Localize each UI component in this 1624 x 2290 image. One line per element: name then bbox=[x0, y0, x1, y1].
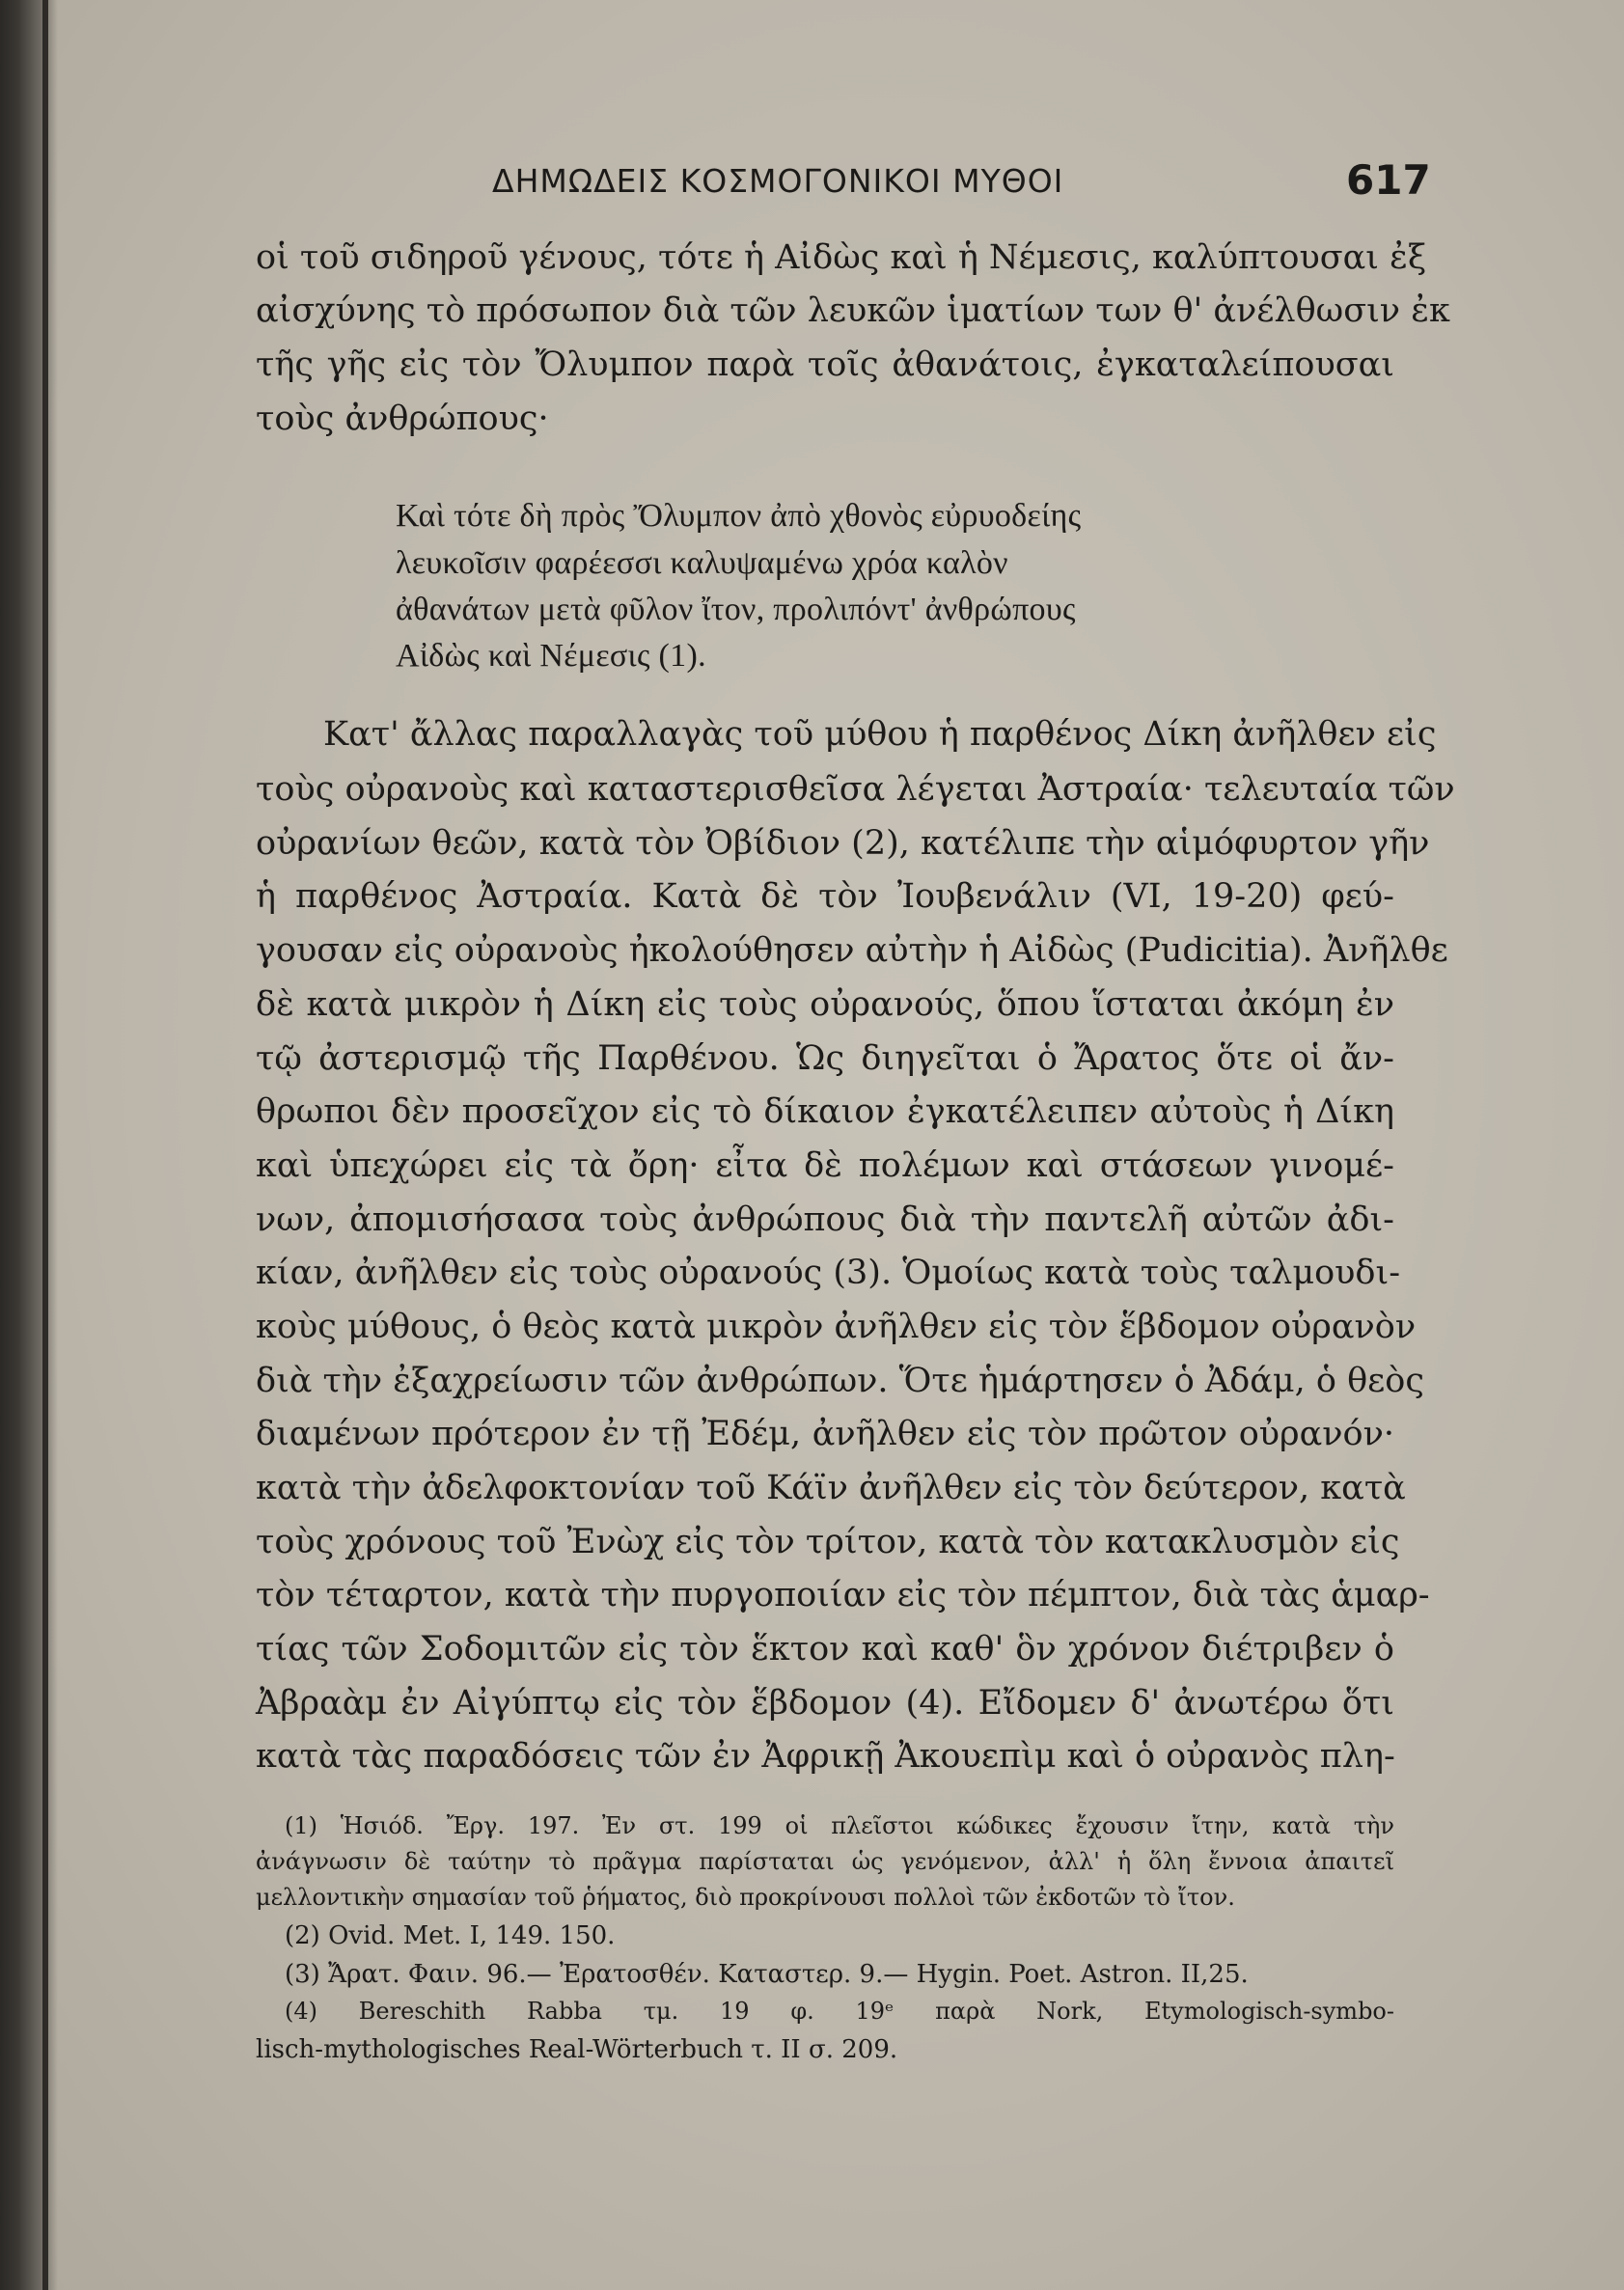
footnote-line: μελλοντικὴν σημασίαν τοῦ ῥήματος, διὸ προκρίνουσι πολλοὶ τῶν ἐκδοτῶν τὸ ἴτον. bbox=[256, 1884, 1235, 1911]
footnote-line: (1) Ἡσιόδ. Ἔργ. 197. Ἐν στ. 199 οἱ πλεῖστοι κώδικες ἔχουσιν ἴτην, κατὰ τὴν bbox=[285, 1812, 1394, 1839]
main-line: Ἀβραὰμ ἐν Αἰγύπτῳ εἰς τὸν ἕβδομον (4). Εἴδομεν δ' ἀνωτέρω ὅτι bbox=[256, 1684, 1394, 1723]
main-line: τοὺς οὐρανοὺς καὶ καταστερισθεῖσα λέγεται Ἀστραία· τελευταία τῶν bbox=[256, 770, 1455, 809]
intro-line: αἰσχύνης τὸ πρόσωπον διὰ τῶν λευκῶν ἱματίων των θ' ἀνέλθωσιν ἐκ bbox=[256, 291, 1450, 330]
main-line: κοὺς μύθους, ὁ θεὸς κατὰ μικρὸν ἀνῆλθεν εἰς τὸν ἕβδομον οὐρανὸν bbox=[256, 1308, 1417, 1346]
verse-line: Αἰδὼς καὶ Νέμεσις (1). bbox=[396, 638, 706, 674]
main-line: τίας τῶν Σοδομιτῶν εἰς τὸν ἕκτον καὶ καθ' ὃν χρόνον διέτριβεν ὁ bbox=[256, 1630, 1394, 1669]
verse-line: λευκοῖσιν φαρέεσσι καλυψαμένω χρόα καλὸν bbox=[396, 545, 1008, 581]
main-line: οὐρανίων θεῶν, κατὰ τὸν Ὀβίδιον (2), κατέλιπε τὴν αἱμόφυρτον γῆν bbox=[256, 824, 1430, 863]
running-title: ΔΗΜΩΔΕΙΣ ΚΟΣΜΟΓΟΝΙΚΟΙ ΜΥΘΟΙ bbox=[492, 162, 1064, 200]
running-head bbox=[0, 154, 1624, 212]
main-line: δὲ κατὰ μικρὸν ἡ Δίκη εἰς τοὺς οὐρανούς, ὅπου ἵσταται ἀκόμη ἐν bbox=[256, 985, 1394, 1024]
main-line: θρωποι δὲν προσεῖχον εἰς τὸ δίκαιον ἐγκατέλειπεν αὐτοὺς ἡ Δίκη bbox=[256, 1092, 1394, 1131]
verse-line: ἀθανάτων μετὰ φῦλον ἴτον, προλιπόντ' ἀνθρώπους bbox=[396, 592, 1076, 627]
footnote-line: ἀνάγνωσιν δὲ ταύτην τὸ πρᾶγμα παρίσταται ὡς γενόμενον, ἀλλ' ἡ ὅλη ἔννοια ἀπαιτεῖ bbox=[256, 1848, 1394, 1875]
page-number: 617 bbox=[1346, 156, 1431, 204]
main-line: κατὰ τὰς παραδόσεις τῶν ἐν Ἀφρικῇ Ἀκουεπὶμ καὶ ὁ οὐρανὸς πλη- bbox=[256, 1737, 1395, 1776]
footnote-line: (3) Ἄρατ. Φαιν. 96.— Ἐρατοσθέν. Καταστερ. 9.— Hygin. Poet. Astron. II,25. bbox=[285, 1960, 1249, 1989]
main-line: κατὰ τὴν ἀδελφοκτονίαν τοῦ Κάϊν ἀνῆλθεν εἰς τὸν δεύτερον, κατὰ bbox=[256, 1469, 1406, 1507]
main-line: τῷ ἀστερισμῷ τῆς Παρθένου. Ὡς διηγεῖται ὁ Ἄρατος ὅτε οἱ ἄν- bbox=[256, 1039, 1394, 1078]
main-line: καὶ ὑπεχώρει εἰς τὰ ὄρη· εἶτα δὲ πολέμων καὶ στάσεων γινομέ- bbox=[256, 1146, 1394, 1185]
main-line: διαμένων πρότερον ἐν τῇ Ἐδέμ, ἀνῆλθεν εἰς τὸν πρῶτον οὐρανόν· bbox=[256, 1415, 1394, 1453]
intro-line: οἱ τοῦ σιδηροῦ γένους, τότε ἡ Αἰδὼς καὶ ἡ Νέμεσις, καλύπτουσαι ἐξ bbox=[256, 238, 1427, 277]
footnote-line: lisch-mythologisches Real-Wörterbuch τ. II σ. 209. bbox=[256, 2035, 898, 2064]
binding-edge bbox=[42, 0, 48, 2290]
main-line: κίαν, ἀνῆλθεν εἰς τοὺς οὐρανούς (3). Ὁμοίως κατὰ τοὺς ταλμουδι- bbox=[256, 1254, 1401, 1292]
footnote-line: (4) Bereschith Rabba τμ. 19 φ. 19ᵉ παρὰ Nork, Etymologisch-symbo- bbox=[285, 1998, 1394, 2025]
main-line: νων, ἀπομισήσασα τοὺς ἀνθρώπους διὰ τὴν παντελῆ αὐτῶν ἀδι- bbox=[256, 1200, 1394, 1239]
intro-line: τῆς γῆς εἰς τὸν Ὄλυμπον παρὰ τοῖς ἀθανάτοις, ἐγκαταλείπουσαι bbox=[256, 345, 1394, 384]
footnote-line: (2) Ovid. Met. I, 149. 150. bbox=[285, 1921, 616, 1950]
intro-line: τοὺς ἀνθρώπους· bbox=[256, 400, 549, 438]
main-line: τοὺς χρόνους τοῦ Ἐνὼχ εἰς τὸν τρίτον, κατὰ τὸν κατακλυσμὸν εἰς bbox=[256, 1523, 1400, 1561]
main-line: ἡ παρθένος Ἀστραία. Κατὰ δὲ τὸν Ἰουβενάλιν (VI, 19-20) φεύ- bbox=[256, 877, 1394, 916]
main-line: γουσαν εἰς οὐρανοὺς ἠκολούθησεν αὐτὴν ἡ Αἰδὼς (Pudicitia). Ἀνῆλθε bbox=[256, 931, 1448, 970]
main-line: Κατ' ἄλλας παραλλαγὰς τοῦ μύθου ἡ παρθένος Δίκη ἀνῆλθεν εἰς bbox=[323, 715, 1437, 754]
verse-line: Καὶ τότε δὴ πρὸς Ὄλυμπον ἀπὸ χθονὸς εὐρυοδείης bbox=[396, 498, 1082, 534]
main-line: τὸν τέταρτον, κατὰ τὴν πυργοποιίαν εἰς τὸν πέμπτον, διὰ τὰς ἁμαρ- bbox=[256, 1576, 1430, 1614]
page-gutter-shadow bbox=[0, 0, 58, 2290]
main-line: διὰ τὴν ἐξαχρείωσιν τῶν ἀνθρώπων. Ὅτε ἡμάρτησεν ὁ Ἀδάμ, ὁ θεὸς bbox=[256, 1362, 1424, 1400]
